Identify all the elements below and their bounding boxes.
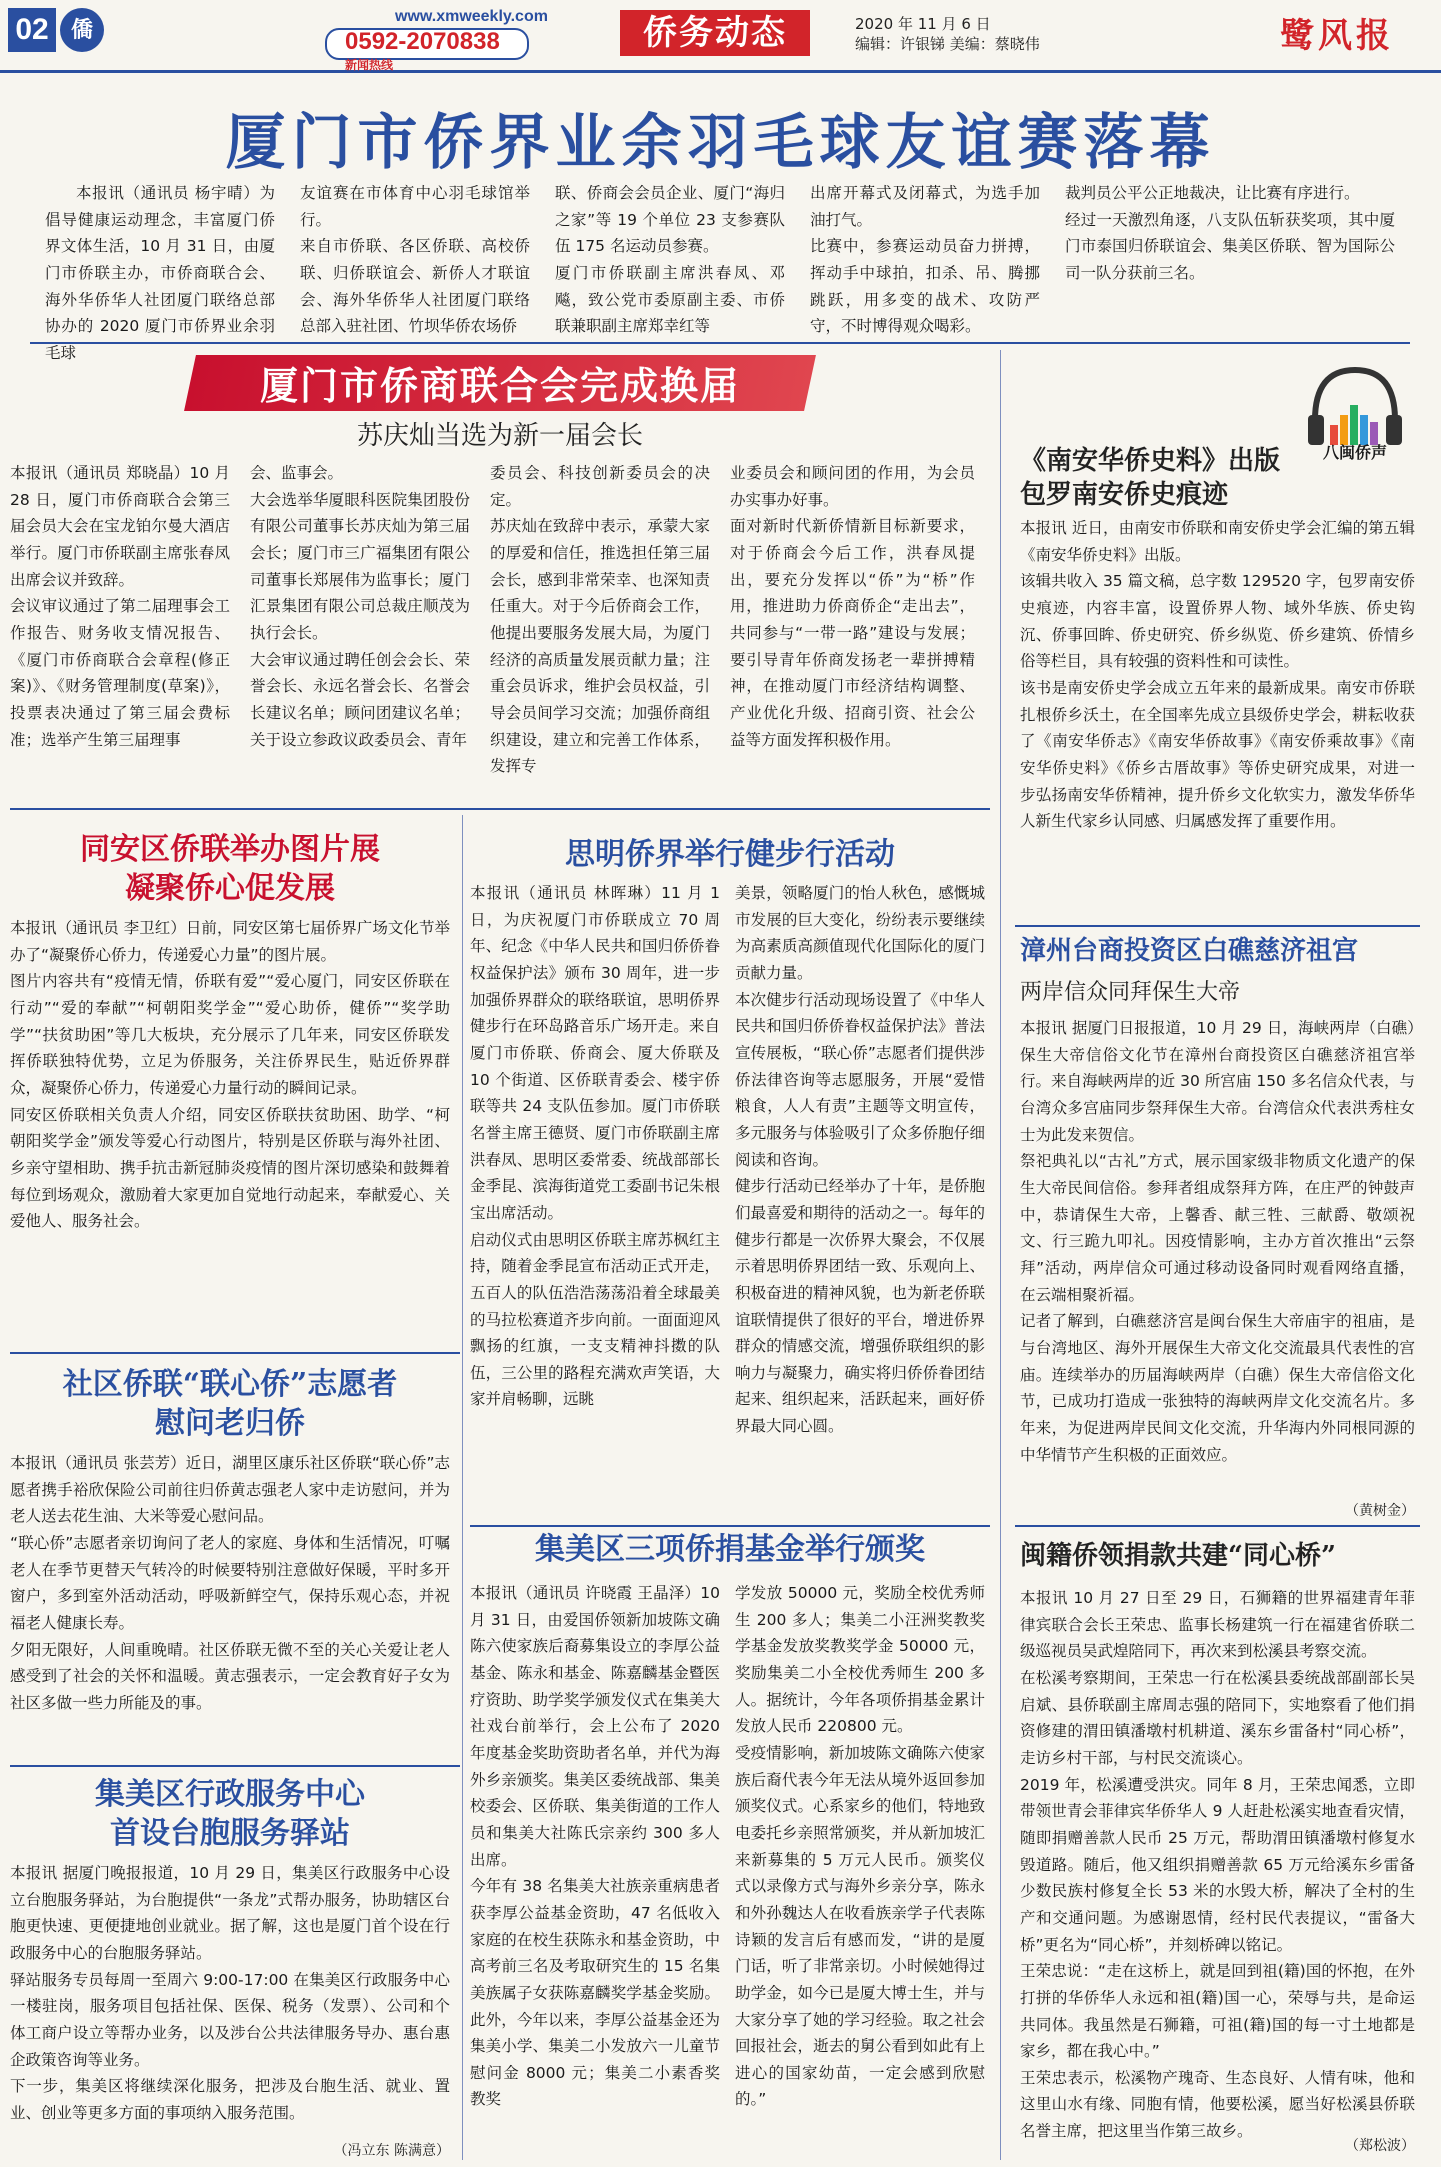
article-headline [1020,445,1350,513]
article-headline: 集美区三项侨捐基金举行颁奖 [535,1532,925,1567]
lead-col-text: 联、侨商会会员企业、厦门“海归之家”等 19 个单位 23 支参赛队伍 175 名运动员参赛。 厦门市侨联副主席洪春凤、邓飚，致公党市委原副主委、市侨联兼职副主席郑幸红等 [555,184,785,336]
article-byline: （冯立东 陈满意） [333,2143,450,2159]
lead-column-2 [300,180,530,340]
headline-line: 慰问老归侨 [155,1406,305,1441]
article-body: 本报讯 据厦门晚报报道，10 月 29 日，集美区行政服务中心设立台胞服务驿站，为台胞提供“一条龙”式帮办服务，协助辖区台胞更快速、更便捷地创业就业。据了解，这也是厦门首个设在行政服务中心的台胞服务驿站。 驿站服务专员每周一至周六 9:00-17:00 在集美区行政服务中心一楼驻岗，服务项目包括社保、医保、税务（发票）、公司和个体工商户设立等帮办业务，以及涉台公共法律服务导办、惠台惠企政策咨询等业务。 下一步，集美区将继续深化服务，把涉及台胞生活、就业、置业、创业等更多方面的事项纳入服务范围。 [10,1864,450,2122]
divider [30,342,1410,344]
dateline [855,14,1040,54]
issue-date: 2020 年 11 月 6 日 [855,15,991,33]
headline-line: 集美区行政服务中心 [95,1777,365,1812]
article-body: 美景，领略厦门的怡人秋色，感慨城市发展的巨大变化，纷纷表示要继续为高素质高颜值现代化国际化的厦门贡献力量。 本次健步行活动现场设置了《中华人民共和国归侨侨眷权益保护法》普法宣传展板，“联心侨”志愿者们提供涉侨法律咨询等志愿服务，开展“爱惜粮食，人人有责”主题等文明宣传，多元服务与体验吸引了众多侨胞仔细阅读和咨询。 健步行活动已经举办了十年，是侨胞们最喜爱和期待的活动之一。每年的健步行都是一次侨界大聚会，不仅展示着思明侨界团结一致、乐观向上、积极奋进的精神风貌，也为新老侨联谊联情提供了很好的平台，增进侨界群众的情感交流，增强侨联组织的影响力与凝聚力，确实将归侨侨眷团结起来、组织起来，活跃起来，画好侨界最大同心圆。 [735,884,985,1436]
lead-headline: 厦门市侨界业余羽毛球友谊赛落幕 [225,108,1216,178]
article-body: 本报讯（通讯员 林晖琳）11 月 1 日，为庆祝厦门市侨联成立 70 周年、纪念《中华人民共和国归侨侨眷权益保护法》颁布 30 周年，进一步加强侨界群众的联络联谊，思明侨界健步行在环岛路音乐广场开走。来自厦门市侨联、侨商会、厦大侨联及 10 个街道、区侨联青委会、楼宇侨联等共 24 支队伍参加。厦门市侨联名誉主席王德贤、厦门市侨联副主席洪春凤、思明区委常委、统战部部长金季昆、滨海街道党工委副书记朱根宝出席活动。 启动仪式由思明区侨联主席苏枫红主持，随着金季昆宣布活动正式开走，五百人的队伍浩浩荡荡沿着全球最美的马拉松赛道齐步向前。一面面迎风飘扬的红旗，一支支精神抖擞的队伍，三公里的路程充满欢声笑语，大家并肩畅聊，远眺 [470,884,720,1409]
section-title: 侨务动态 [620,10,810,56]
lead-col-text: 出席开幕式及闭幕式，为选手加油打气。 比赛中，参赛运动员奋力拼搏，挥动手中球拍，扣杀、吊、腾挪跳跃，用多变的战术、攻防严守，不时博得观众喝彩。 [810,184,1040,336]
seal-icon: 僑 [60,8,104,52]
article-headline: 漳州台商投资区白礁慈济祖宫 [1020,936,1359,966]
lead-column-1 [45,180,275,362]
second-headline: 厦门市侨商联合会完成换届 [259,364,740,408]
article-body: 本报讯 据厦门日报报道，10 月 29 日，海峡两岸（白礁）保生大帝信俗文化节在漳州台商投资区白礁慈济祖宫举行。来自海峡两岸的近 30 所宫庙 150 多名信众代表，与台湾众多宫庙同步祭拜保生大帝。台湾信众代表洪秀柱女士为此发来贺信。 祭祀典礼以“古礼”方式，展示国家级非物质文化遗产的保生大帝民间信俗。参拜者组成祭拜方阵，在庄严的钟鼓声中，恭请保生大帝，上馨香、献三牲、三献爵、敬颂祝文、行三跪九叩礼。因疫情影响，主办方首次推出“云祭拜”活动，两岸信众可通过移动设备同时观看网络直播，在云端相聚祈福。 记者了解到，白礁慈济宫是闽台保生大帝庙宇的祖庙，是与台湾地区、海外开展保生大帝文化交流最具代表性的宫庙。连续举办的历届海峡两岸（白礁）保生大帝信俗文化节，已成功打造成一张独特的海峡两岸文化交流名片。多年来，为促进两岸民间文化交流，升华海内外同根同源的中华情节产生积极的正面效应。 [1020,1019,1415,1464]
column-label: 八闽侨声 [1322,443,1387,462]
website-url[interactable]: www.xmweekly.com [395,8,548,25]
headline-line: 《南安华侨史料》出版 [1020,446,1281,476]
lead-column-3 [555,180,785,340]
hotline-number: 0592-2070838 [345,28,500,55]
article-headline [10,1365,450,1443]
second-subheadline: 苏庆灿当选为新一届会长 [356,421,643,451]
article-body: 本报讯（通讯员 李卫红）日前，同安区第七届侨界广场文化节举办了“凝聚侨心侨力，传递爱心力量”的图片展。 图片内容共有“疫情无情，侨联有爱”“爱心厦门，同安区侨联在行动”“爱的奉献”“柯朝阳奖学金”“爱心助侨，健侨”“奖学助学”“扶贫助困”等几大板块，充分展示了几年来，同安区侨联发挥侨联独特优势，立足为侨服务，关注侨界民生，贴近侨界群众，凝聚侨心侨力，传递爱心力量行动的瞬间记录。 同安区侨联相关负责人介绍，同安区侨联扶贫助困、助学、“柯朝阳奖学金”颁发等爱心行动图片，特别是区侨联与海外社团、乡亲守望相助、携手抗击新冠肺炎疫情的图片深切感染和鼓舞着每位到场观众，激励着大家更加自觉地行动起来，奉献爱心、关爱他人、服务社会。 [10,919,450,1231]
second-col-text: 业委员会和顾问团的作用，为会员办实事办好事。 面对新时代新侨情新目标新要求，对于侨商会今后工作，洪春凤提出，要充分发挥以“侨”为“桥”作用，推进助力侨商侨企“走出去”，共同参与“一带一路”建设与发展；要引导青年侨商发扬老一辈拼搏精神，在推动厦门市经济结构调整、产业优化升级、招商引资、社会公益等方面发挥积极作用。 [730,464,975,749]
second-column-3 [490,460,710,800]
second-column-1 [10,460,230,800]
headline-line: 凝聚侨心促发展 [125,871,335,906]
newspaper-name: 鹭风报 [1280,16,1394,56]
divider [1015,1525,1420,1527]
lead-column-5 [1065,180,1395,340]
article-body: 本报讯（通讯员 许晓霞 王晶泽）10 月 31 日，由爱国侨领新加坡陈文确陈六使家族后裔募集设立的李厚公益基金、陈永和基金、陈嘉麟基金暨医疗资助、助学奖学颁发仪式在集美大社戏台前举行，会上公布了 2020 年度基金奖助资助者名单，并代为海外乡亲颁奖。集美区委统战部、集美校委会、区侨联、集美街道的工作人员和集美大社陈氏宗亲约 300 多人出席。 今年有 38 名集美大社族亲重病患者获李厚公益基金资助，47 名低收入家庭的在校生获陈永和基金资助，中高考前三名及考取研究生的 15 名集美族属子女获陈嘉麟奖学基金奖励。此外，今年以来，李厚公益基金还为集美小学、集美二小发放六一儿童节慰问金 8000 元；集美二小素香奖教奖 [470,1584,720,2109]
divider [10,1352,460,1354]
column-divider [462,815,463,2160]
article-headline: 思明侨界举行健步行活动 [565,837,895,872]
article-headline: 闽籍侨领捐款共建“同心桥” [1020,1541,1336,1571]
article-body: 本报讯 10 月 27 日至 29 日，石狮籍的世界福建青年菲律宾联合会长王荣忠、监事长杨建筑一行在福建省侨联二级巡视员吴武煌陪同下，再次来到松溪县考察交流。 在松溪考察期间，王荣忠一行在松溪县委统战部副部长吴启斌、县侨联副主席周志强的陪同下，实地察看了他们捐资修建的渭田镇潘墩村机耕道、溪东乡雷备村“同心桥”，走访乡村干部，与村民交流谈心。 2019 年，松溪遭受洪灾。同年 8 月，王荣忠闻悉，立即带领世青会菲律宾华侨华人 9 人赶赴松溪实地查看灾情，随即捐赠善款人民币 25 万元，帮助渭田镇潘墩村修复水毁道路。随后，他又组织捐赠善款 65 万元给溪东乡雷备少数民族村修复全长 53 米的水毁大桥，解决了全村的生产和交通问题。为感谢恩情，经村民代表提议，“雷备大桥”更名为“同心桥”，并刻桥碑以铭记。 王荣忠说：“走在这桥上，就是回到祖(籍)国的怀抱，在外打拼的华侨华人永远和祖(籍)国一心，荣辱与共，是命运共同体。我虽然是石狮籍，可祖(籍)国的每一寸土地都是家乡，都在我心中。” 王荣忠表示，松溪物产瑰奇、生态良好、人情有味，他和这里山水有缘、同胞有情，他要松溪，愿当好松溪县侨联名誉主席，把这里当作第三故乡。 [1020,1589,1415,2141]
editor-credits: 编辑：许银锑 美编：蔡晓伟 [855,35,1040,53]
column-divider [1000,350,1001,2160]
article-byline: （郑松波） [1345,2138,1415,2154]
hotline-label: 新闻热线 [345,58,394,72]
lead-col-text: 裁判员公平公正地裁决，让比赛有序进行。 经过一天激烈角逐，八支队伍斩获奖项，其中厦门市泰国归侨联谊会、集美区侨联、智为国际公司一队分获前三名。 [1065,184,1395,282]
article-subheadline: 两岸信众同拜保生大帝 [1020,980,1241,1005]
divider [1015,925,1420,927]
lead-col-text: 友谊赛在市体育中心羽毛球馆举行。 来自市侨联、各区侨联、高校侨联、归侨联谊会、新侨人才联谊会、海外华侨华人社团厦门联络总部入驻社团、竹坝华侨农场侨 [300,184,530,336]
second-col-text: 本报讯（通讯员 郑晓晶）10 月 28 日，厦门市侨商联合会第三届会员大会在宝龙铂尔曼大酒店举行。厦门市侨联副主席张春凤出席会议并致辞。 会议审议通过了第二届理事会工作报告、财务收支情况报告、《厦门市侨商联合会章程(修正案)》、《财务管理制度(草案)》，投票表决通过了第三届会费标准；选举产生第三届理事 [10,464,230,749]
lead-col-text: 本报讯（通讯员 杨宇晴）为倡导健康运动理念，丰富厦门侨界文体生活，10 月 31 日，由厦门市侨联主办，市侨商联合会、海外华侨华人社团厦门联络总部协办的 2020 厦门市侨界业余羽毛球 [45,184,275,362]
second-col-text: 委员会、科技创新委员会的决定。 苏庆灿在致辞中表示，承蒙大家的厚爱和信任，推选担任第三届会长，感到非常荣幸、也深知责任重大。对于今后侨商会工作，他提出要服务发展大局，为厦门经济的高质量发展贡献力量；注重会员诉求，维护会员权益，引导会员间学习交流；加强侨商组织建设，建立和完善工作体系，发挥专 [490,464,710,776]
article-byline: （黄树金） [1345,1503,1415,1519]
headline-line: 社区侨联“联心侨”志愿者 [62,1367,398,1402]
article-headline [10,830,450,908]
article-body: 本报讯（通讯员 张芸芳）近日，湖里区康乐社区侨联“联心侨”志愿者携手裕欣保险公司前往归侨黄志强老人家中走访慰问，并为老人送去花生油、大米等爱心慰问品。 “联心侨”志愿者亲切询问了老人的家庭、身体和生活情况，叮嘱老人在季节更替天气转冷的时候要特别注意做好保暖，平时多开窗户，多到室外活动活动，呼吸新鲜空气，保持乐观心态，并祝福老人健康长寿。 夕阳无限好，人间重晚晴。社区侨联无微不至的关心关爱让老人感受到了社会的关怀和温暖。黄志强表示，一定会教育好子女为社区多做一些力所能及的事。 [10,1454,450,1712]
headline-line: 包罗南安侨史痕迹 [1020,479,1229,510]
article-headline [10,1775,450,1853]
article-body: 本报讯 近日，由南安市侨联和南安侨史学会汇编的第五辑《南安华侨史料》出版。 该辑共收入 35 篇文稿，总字数 129520 字，包罗南安侨史痕迹，内容丰富，设置侨界人物、域外华族、侨史钩沉、侨事回眸、侨史研究、侨乡纵览、侨乡建筑、侨情乡俗等栏目，具有较强的资料性和可读性。 该书是南安侨史学会成立五年来的最新成果。南安市侨联扎根侨乡沃土，在全国率先成立县级侨史学会，耕耘收获了《南安华侨志》《南安华侨故事》《南安侨乘故事》《南安华侨史料》《侨乡古厝故事》等侨史研究成果，对进一步弘扬南安华侨精神，提升侨乡文化软实力，激发华侨华人新生代家乡认同感、归属感发挥了重要作用。 [1020,519,1415,831]
page-number: 02 [8,8,56,52]
second-column-2 [250,460,470,800]
headline-line: 同安区侨联举办图片展 [80,832,380,867]
article-body: 学发放 50000 元，奖励全校优秀师生 200 多人；集美二小汪洲奖教奖学基金发放奖教奖学金 50000 元，奖励集美二小全校优秀师生 200 多人。据统计，今年各项侨捐基金累计发放人民币 220800 元。 受疫情影响，新加坡陈文确陈六使家族后裔代表今年无法从境外返回参加颁奖仪式。心系家乡的他们，特地致电委托乡亲照常颁奖，并从新加坡汇来新募集的 5 万元人民币。颁奖仪式以录像方式与海外乡亲分享，陈永和外孙魏达人在收看族亲学子代表陈诗颖的发言后有感而发，“讲的是厦门话，听了非常亲切。小时候她得过助学金，如今已是厦大博士生，并与大家分享了她的学习经验。取之社会回报社会，逝去的舅公看到如此有上进心的国家幼苗，一定会感到欣慰的。” [735,1584,985,2109]
second-column-4 [730,460,975,800]
headline-line: 首设台胞服务驿站 [110,1816,350,1851]
second-col-text: 会、监事会。 大会选举华厦眼科医院集团股份有限公司董事长苏庆灿为第三届会长；厦门市三广福集团有限公司董事长郑展伟为监事长；厦门汇景集团有限公司总裁庄顺茂为执行会长。 大会审议通过聘任创会会长、荣誉会长、永远名誉会长、名誉会长建议名单；顾问团建议名单；关于设立参政议政委员会、青年 [250,464,470,749]
divider [470,1525,990,1527]
lead-column-4 [810,180,1040,340]
divider [10,1765,460,1767]
divider [10,808,990,810]
